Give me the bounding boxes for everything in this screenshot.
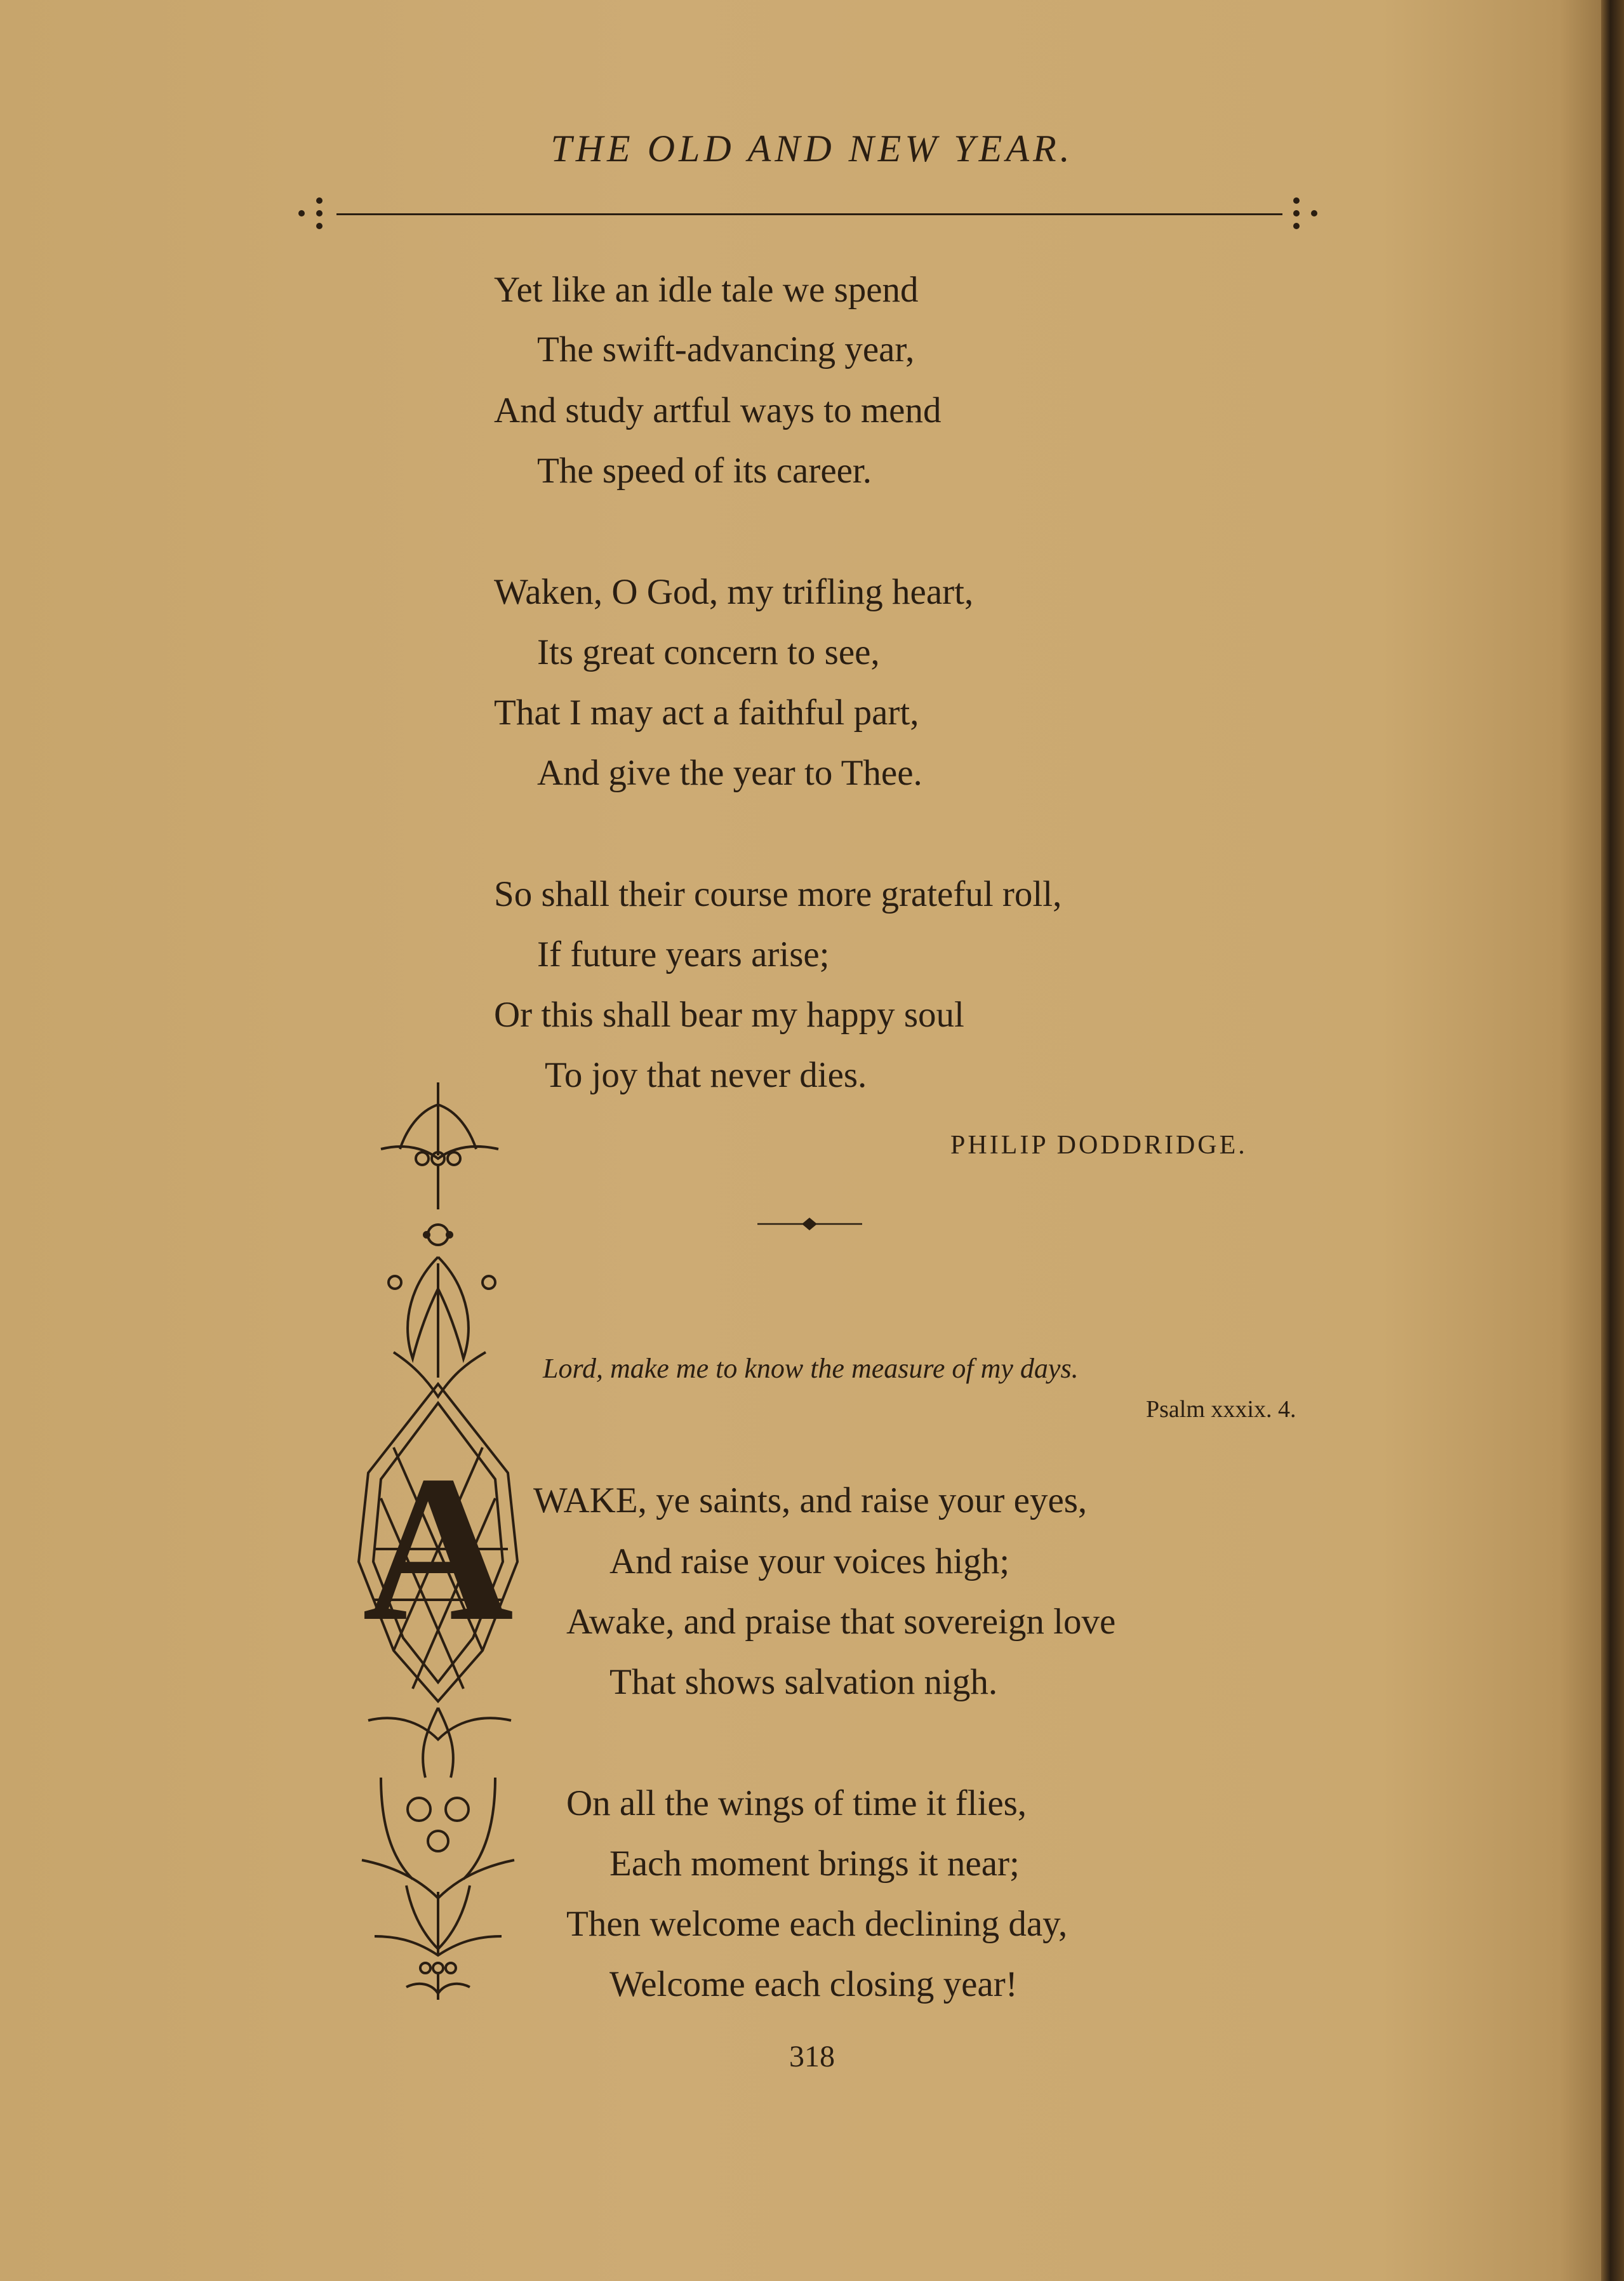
poem-line: And study artful ways to mend [494,390,942,430]
drop-cap-letter: A [362,1433,514,1665]
poem-line: If future years arise; [537,934,830,974]
poem-line: Waken, O God, my trifling heart, [494,572,974,612]
rule-ornament-left [295,194,327,232]
poem-line: Welcome each closing year! [609,1964,1018,2004]
epigraph: Lord, make me to know the measure of my days. [543,1353,1079,1384]
ornamental-drop-cap [356,1079,546,2006]
scripture-reference: Psalm xxxix. 4. [1146,1396,1296,1423]
poem-line: That shows salvation nigh. [609,1662,998,1702]
section-divider [757,1214,862,1234]
header-rule [336,213,1282,215]
poem-line: Or this shall bear my happy soul [494,995,964,1035]
poem-line: That I may act a faithful part, [494,693,919,733]
poem-line: So shall their course more grateful roll, [494,874,1062,914]
page-edge [1601,0,1624,2281]
poem-line: Its great concern to see, [537,632,880,672]
poem-line: The speed of its career. [537,451,872,491]
poem-line: And raise your voices high; [609,1541,1010,1581]
poem-line: On all the wings of time it flies, [566,1783,1027,1823]
poem-line: Awake, and praise that sovereign love [566,1602,1116,1642]
page-number: 318 [789,2040,835,2073]
author-attribution: PHILIP DODDRIDGE. [950,1131,1248,1160]
poem-line: Then welcome each declining day, [566,1904,1068,1944]
poem-line: Yet like an idle tale we spend [494,270,919,310]
rule-ornament-right [1289,194,1321,232]
poem-line: And give the year to Thee. [537,753,922,793]
poem-line: WAKE, ye saints, and raise your eyes, [533,1480,1088,1520]
poem-line: Each moment brings it near; [609,1844,1020,1884]
poem-line: The swift-advancing year, [537,329,915,369]
poem-line: To joy that never dies. [545,1055,867,1095]
running-head: THE OLD AND NEW YEAR. [550,128,1074,170]
